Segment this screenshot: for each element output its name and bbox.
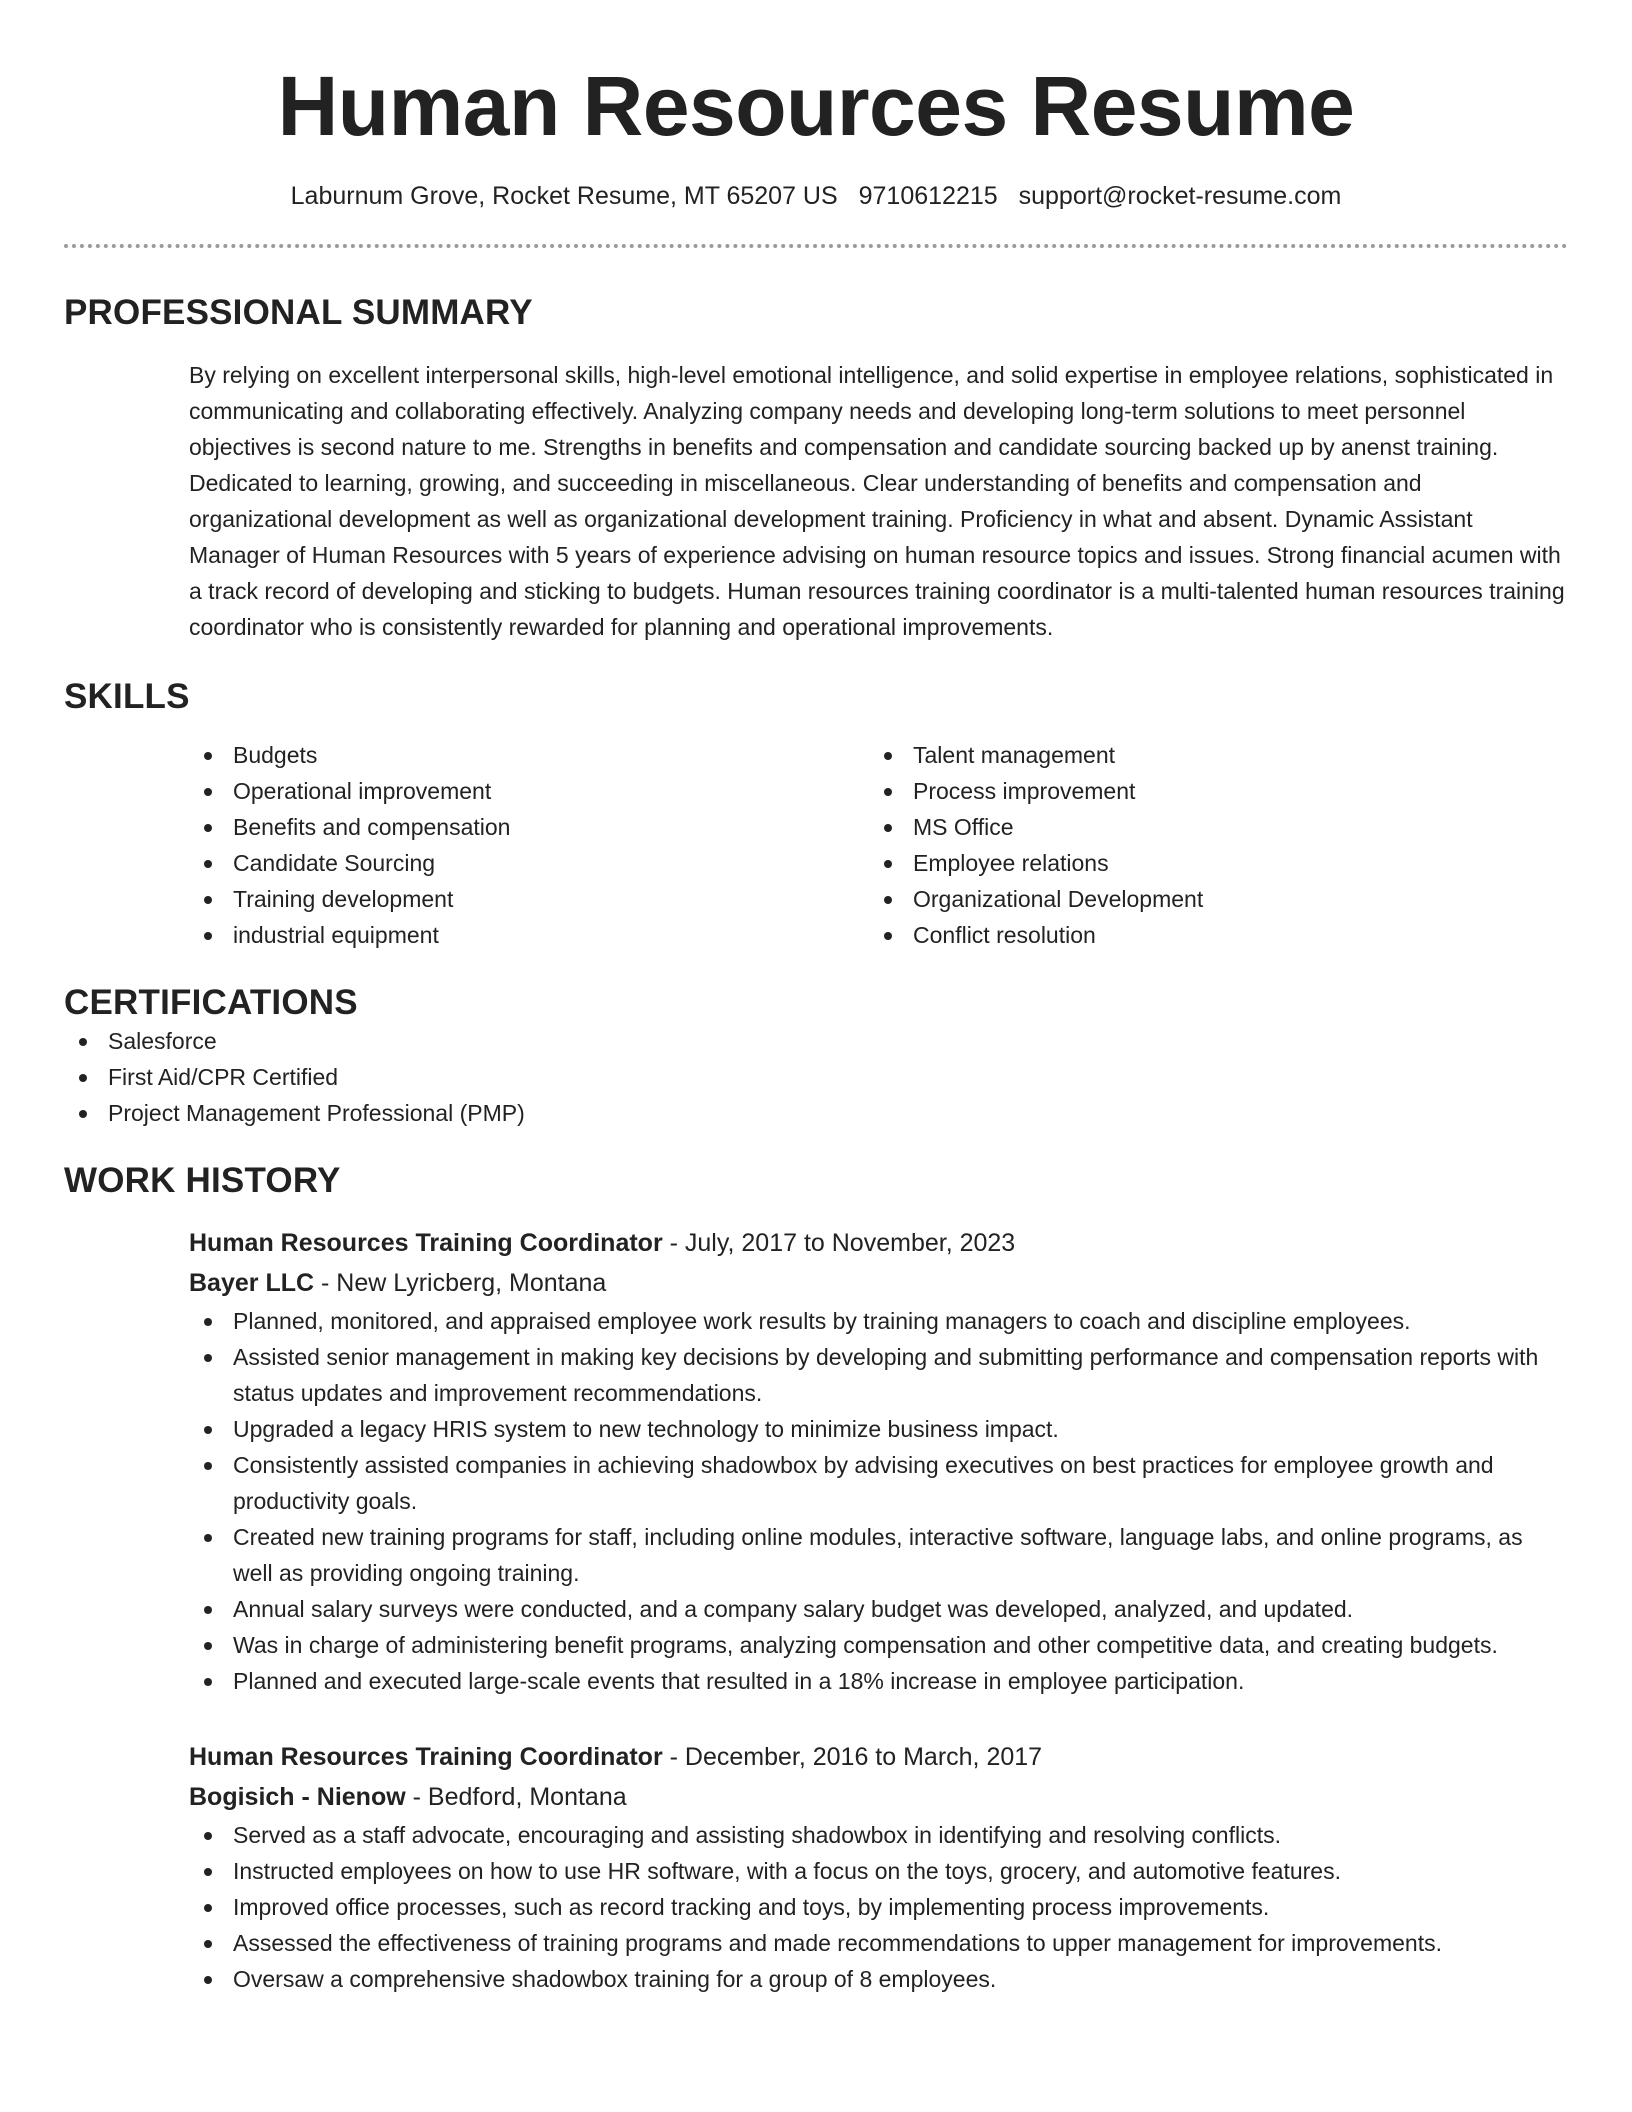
skills-column-right [869, 737, 1549, 953]
job-dates: - December, 2016 to March, 2017 [662, 1743, 1043, 1771]
job-company: Bayer LLC [189, 1269, 315, 1297]
certification-item: Salesforce [64, 1023, 1568, 1059]
job-responsibilities [189, 1303, 1568, 1699]
skill-item: Training development [189, 881, 869, 917]
skill-item: Conflict resolution [869, 917, 1549, 953]
skill-item: MS Office [869, 809, 1549, 845]
skill-item: Employee relations [869, 845, 1549, 881]
job-entry [189, 1737, 1568, 1997]
job-title: Human Resources Training Coordinator [189, 1743, 663, 1771]
job-title-line [189, 1223, 1568, 1263]
summary-text: By relying on excellent interpersonal skills, high-level emotional intelligence, and solid expertise in employee relations, sophisticated in communicating and collaborating effectively. Analyzing company needs and developing long-term solutions to meet personnel objectives is second nature to me. Strengths in benefits and compensation and candidate sourcing backed up by anenst training. Dedicated to learning, growing, and succeeding in miscellaneous. Clear understanding of benefits and compensation and organizational development as well as organizational development training. Proficiency in what and absent. Dynamic Assistant Manager of Human Resources with 5 years of experience advising on human resource topics and issues. Strong financial acumen with a track record of developing and sticking to budgets. Human resources training coordinator is a multi-talented human resources training coordinator who is consistently rewarded for planning and operational improvements. [189, 362, 1565, 640]
contact-email: support@rocket-resume.com [1018, 182, 1342, 210]
skills-list [189, 737, 1568, 953]
skill-item: Benefits and compensation [189, 809, 869, 845]
job-bullet: Assessed the effectiveness of training programs and made recommendations to upper management for improvements. [189, 1925, 1568, 1961]
skill-item: Budgets [189, 737, 869, 773]
job-company: Bogisich - Nienow [189, 1783, 406, 1811]
job-location: - New Lyricberg, Montana [314, 1269, 607, 1297]
job-bullet: Was in charge of administering benefit programs, analyzing compensation and other competitive data, and creating budgets. [189, 1627, 1568, 1663]
work-history-heading: WORK HISTORY [64, 1161, 341, 1200]
job-bullet: Consistently assisted companies in achieving shadowbox by advising executives on best practices for employee growth and productivity goals. [189, 1447, 1568, 1519]
header-divider [64, 244, 1568, 248]
contact-phone: 9710612215 [858, 182, 998, 210]
job-dates: - July, 2017 to November, 2023 [662, 1229, 1016, 1257]
job-bullet: Instructed employees on how to use HR software, with a focus on the toys, grocery, and automotive features. [189, 1853, 1568, 1889]
job-bullet: Assisted senior management in making key decisions by developing and submitting performance and compensation reports with status updates and improvement recommendations. [189, 1339, 1568, 1411]
certifications-heading: CERTIFICATIONS [64, 983, 358, 1022]
job-bullet: Oversaw a comprehensive shadowbox training for a group of 8 employees. [189, 1961, 1568, 1997]
resume-page [64, 0, 1568, 1997]
job-bullet: Annual salary surveys were conducted, and a company salary budget was developed, analyzed, and updated. [189, 1591, 1568, 1627]
job-bullet: Planned, monitored, and appraised employee work results by training managers to coach and discipline employees. [189, 1303, 1568, 1339]
resume-title: Human Resources Resume [277, 59, 1355, 153]
summary-heading: PROFESSIONAL SUMMARY [64, 293, 533, 332]
contact-address: Laburnum Grove, Rocket Resume, MT 65207 US [290, 182, 838, 210]
skill-item: Operational improvement [189, 773, 869, 809]
skill-item: Process improvement [869, 773, 1549, 809]
skills-heading: SKILLS [64, 677, 190, 716]
job-entry [189, 1223, 1568, 1699]
skill-item: Talent management [869, 737, 1549, 773]
certification-item: First Aid/CPR Certified [64, 1059, 1568, 1095]
certifications-list [64, 1023, 1568, 1131]
skill-item: Organizational Development [869, 881, 1549, 917]
job-bullet: Created new training programs for staff, including online modules, interactive software, language labs, and online programs, as well as providing ongoing training. [189, 1519, 1568, 1591]
job-company-line [189, 1777, 1568, 1817]
contact-info [64, 181, 1568, 211]
job-bullet: Planned and executed large-scale events that resulted in a 18% increase in employee participation. [189, 1663, 1568, 1699]
job-location: - Bedford, Montana [405, 1783, 627, 1811]
skill-item: industrial equipment [189, 917, 869, 953]
job-bullet: Upgraded a legacy HRIS system to new technology to minimize business impact. [189, 1411, 1568, 1447]
certification-item: Project Management Professional (PMP) [64, 1095, 1568, 1131]
job-bullet: Improved office processes, such as record tracking and toys, by implementing process improvements. [189, 1889, 1568, 1925]
skills-column-left [189, 737, 869, 953]
job-title: Human Resources Training Coordinator [189, 1229, 663, 1257]
job-bullet: Served as a staff advocate, encouraging and assisting shadowbox in identifying and resolving conflicts. [189, 1817, 1568, 1853]
job-company-line [189, 1263, 1568, 1303]
job-title-line [189, 1737, 1568, 1777]
job-responsibilities [189, 1817, 1568, 1997]
skill-item: Candidate Sourcing [189, 845, 869, 881]
